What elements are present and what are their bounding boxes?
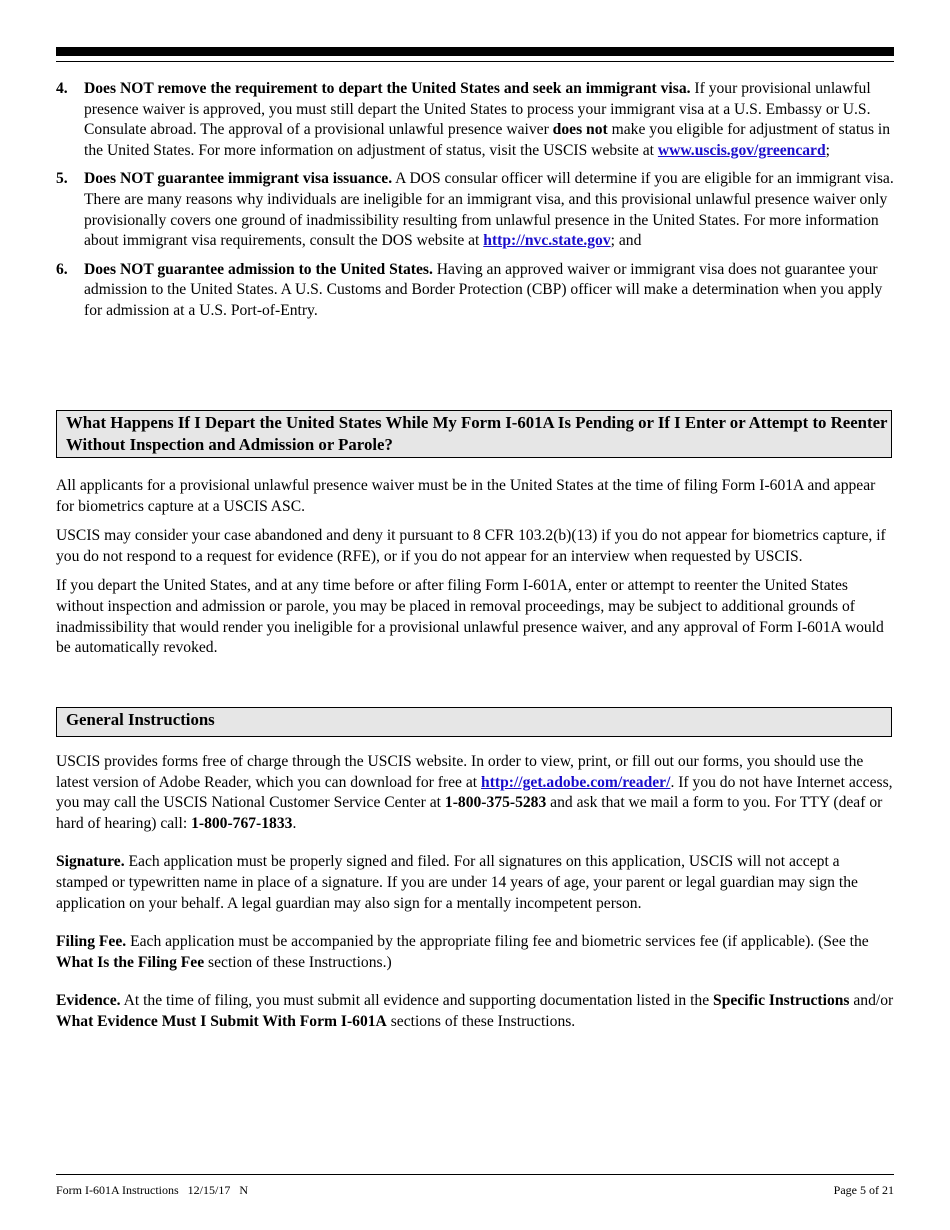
section-depart-body	[56, 476, 894, 668]
paragraph-filing-fee: Filing Fee. Each application must be accompanied by the appropriate filing fee and biometric services fee (if applicable). (See the What Is the Filing Fee section of these Instructions.)	[56, 933, 869, 971]
section-heading-depart: What Happens If I Depart the United States While My Form I-601A Is Pending or If I Enter or Attempt to Reenter Without Inspection and Admission or Parole?	[56, 410, 892, 458]
evidence-label: Evidence.	[56, 992, 121, 1010]
list-text: Does NOT remove the requirement to depart the United States and seek an immigrant visa. If your provisional unlawful presence waiver is approved, you must still depart the United States to process your immigrant visa at a U.S. Embassy or U.S. Consulate abroad. The approval of a provisional unlawful presence waiver does not make you eligible for adjustment of status in the United States. For more information on adjustment of status, visit the USCIS website at www.uscis.gov/greencard;	[84, 80, 891, 159]
document-page	[56, 0, 894, 1230]
section-general-body	[56, 752, 894, 1051]
list-number: 5.	[56, 170, 68, 188]
list-text: Does NOT guarantee immigrant visa issuance. A DOS consular officer will determine if you are eligible for an immigrant visa. There are many reasons why individuals are ineligible for an immigrant visa, and this provisional unlawful presence waiver only provisionally covers one ground of inadmissibility resulting from unlawful presence in the United States. For more information about immigrant visa requirements, consult the DOS website at http://nvc.state.gov; and	[84, 170, 894, 250]
list-item-title: Does NOT guarantee immigrant visa issuance.	[84, 170, 393, 188]
adobe-reader-link[interactable]: http://get.adobe.com/reader/	[481, 773, 671, 791]
paragraph-forms: USCIS provides forms free of charge through the USCIS website. In order to view, print, or fill out our forms, you should use the latest version of Adobe Reader, which you can download for free at http://get.adobe.com/reader/. If you do not have Internet access, you may call the USCIS National Customer Service Center at 1-800-375-5283 and ask that we mail a form to you. For TTY (deaf or hard of hearing) call: 1-800-767-1833.	[56, 753, 893, 832]
section-heading-general: General Instructions	[56, 707, 892, 737]
paragraph: All applicants for a provisional unlawful presence waiver must be in the United States at the time of filing Form I-601A and appear for biometrics capture at a USCIS ASC.	[56, 477, 876, 515]
greencard-link[interactable]: www.uscis.gov/greencard	[657, 141, 826, 159]
filing-fee-label: Filing Fee.	[56, 933, 127, 951]
list-text: Does NOT guarantee admission to the United States. Having an approved waiver or immigrant visa does not guarantee your admission to the United States. A U.S. Customs and Border Protection (CBP) officer will make a determination when you apply for admission at a U.S. Port-of-Entry.	[84, 260, 883, 319]
paragraph-evidence: Evidence. At the time of filing, you must submit all evidence and supporting documentation listed in the Specific Instructions and/or What Evidence Must I Submit With Form I-601A sections of these Instructions.	[56, 992, 894, 1030]
list-number: 4.	[56, 80, 68, 97]
footer-page-number: Page 5 of 21	[833, 1183, 894, 1197]
numbered-list	[56, 79, 894, 330]
footer-rule	[56, 1174, 894, 1175]
list-item-title: Does NOT remove the requirement to depart the United States and seek an immigrant visa.	[84, 80, 691, 97]
list-item-5	[56, 169, 894, 251]
top-rule-thin	[56, 61, 894, 62]
list-item-6	[56, 260, 894, 322]
tty-phone: 1-800-767-1833	[191, 814, 293, 832]
paragraph: USCIS may consider your case abandoned and deny it pursuant to 8 CFR 103.2(b)(13) if you do not appear for biometrics capture, if you do not respond to a request for evidence (RFE), or if you do not appear for an interview when requested by USCIS.	[56, 527, 886, 565]
list-item-title: Does NOT guarantee admission to the United States.	[84, 260, 433, 278]
list-item-4	[56, 79, 894, 161]
footer-form-id: Form I-601A Instructions 12/15/17 N	[56, 1183, 248, 1197]
customer-service-phone: 1-800-375-5283	[444, 794, 547, 812]
signature-label: Signature.	[56, 853, 125, 871]
nvc-state-link[interactable]: http://nvc.state.gov	[483, 232, 611, 250]
paragraph-signature: Signature. Each application must be properly signed and filed. For all signatures on this application, USCIS will not accept a stamped or typewritten name in place of a signature. If you are under 14 years of age, your parent or legal guardian may sign the application on your behalf. A legal guardian may also sign for a mentally incompetent person.	[56, 853, 858, 912]
list-number: 6.	[56, 260, 68, 278]
top-rule-thick	[56, 47, 894, 56]
paragraph: If you depart the United States, and at any time before or after filing Form I-601A, enter or attempt to reenter the United States without inspection and admission or parole, you may be placed in removal proceedings, may be subject to additional grounds of inadmissibility that would render you ineligible for a provisional unlawful presence waiver, and any approval of Form I-601A would be automatically revoked.	[56, 577, 884, 657]
